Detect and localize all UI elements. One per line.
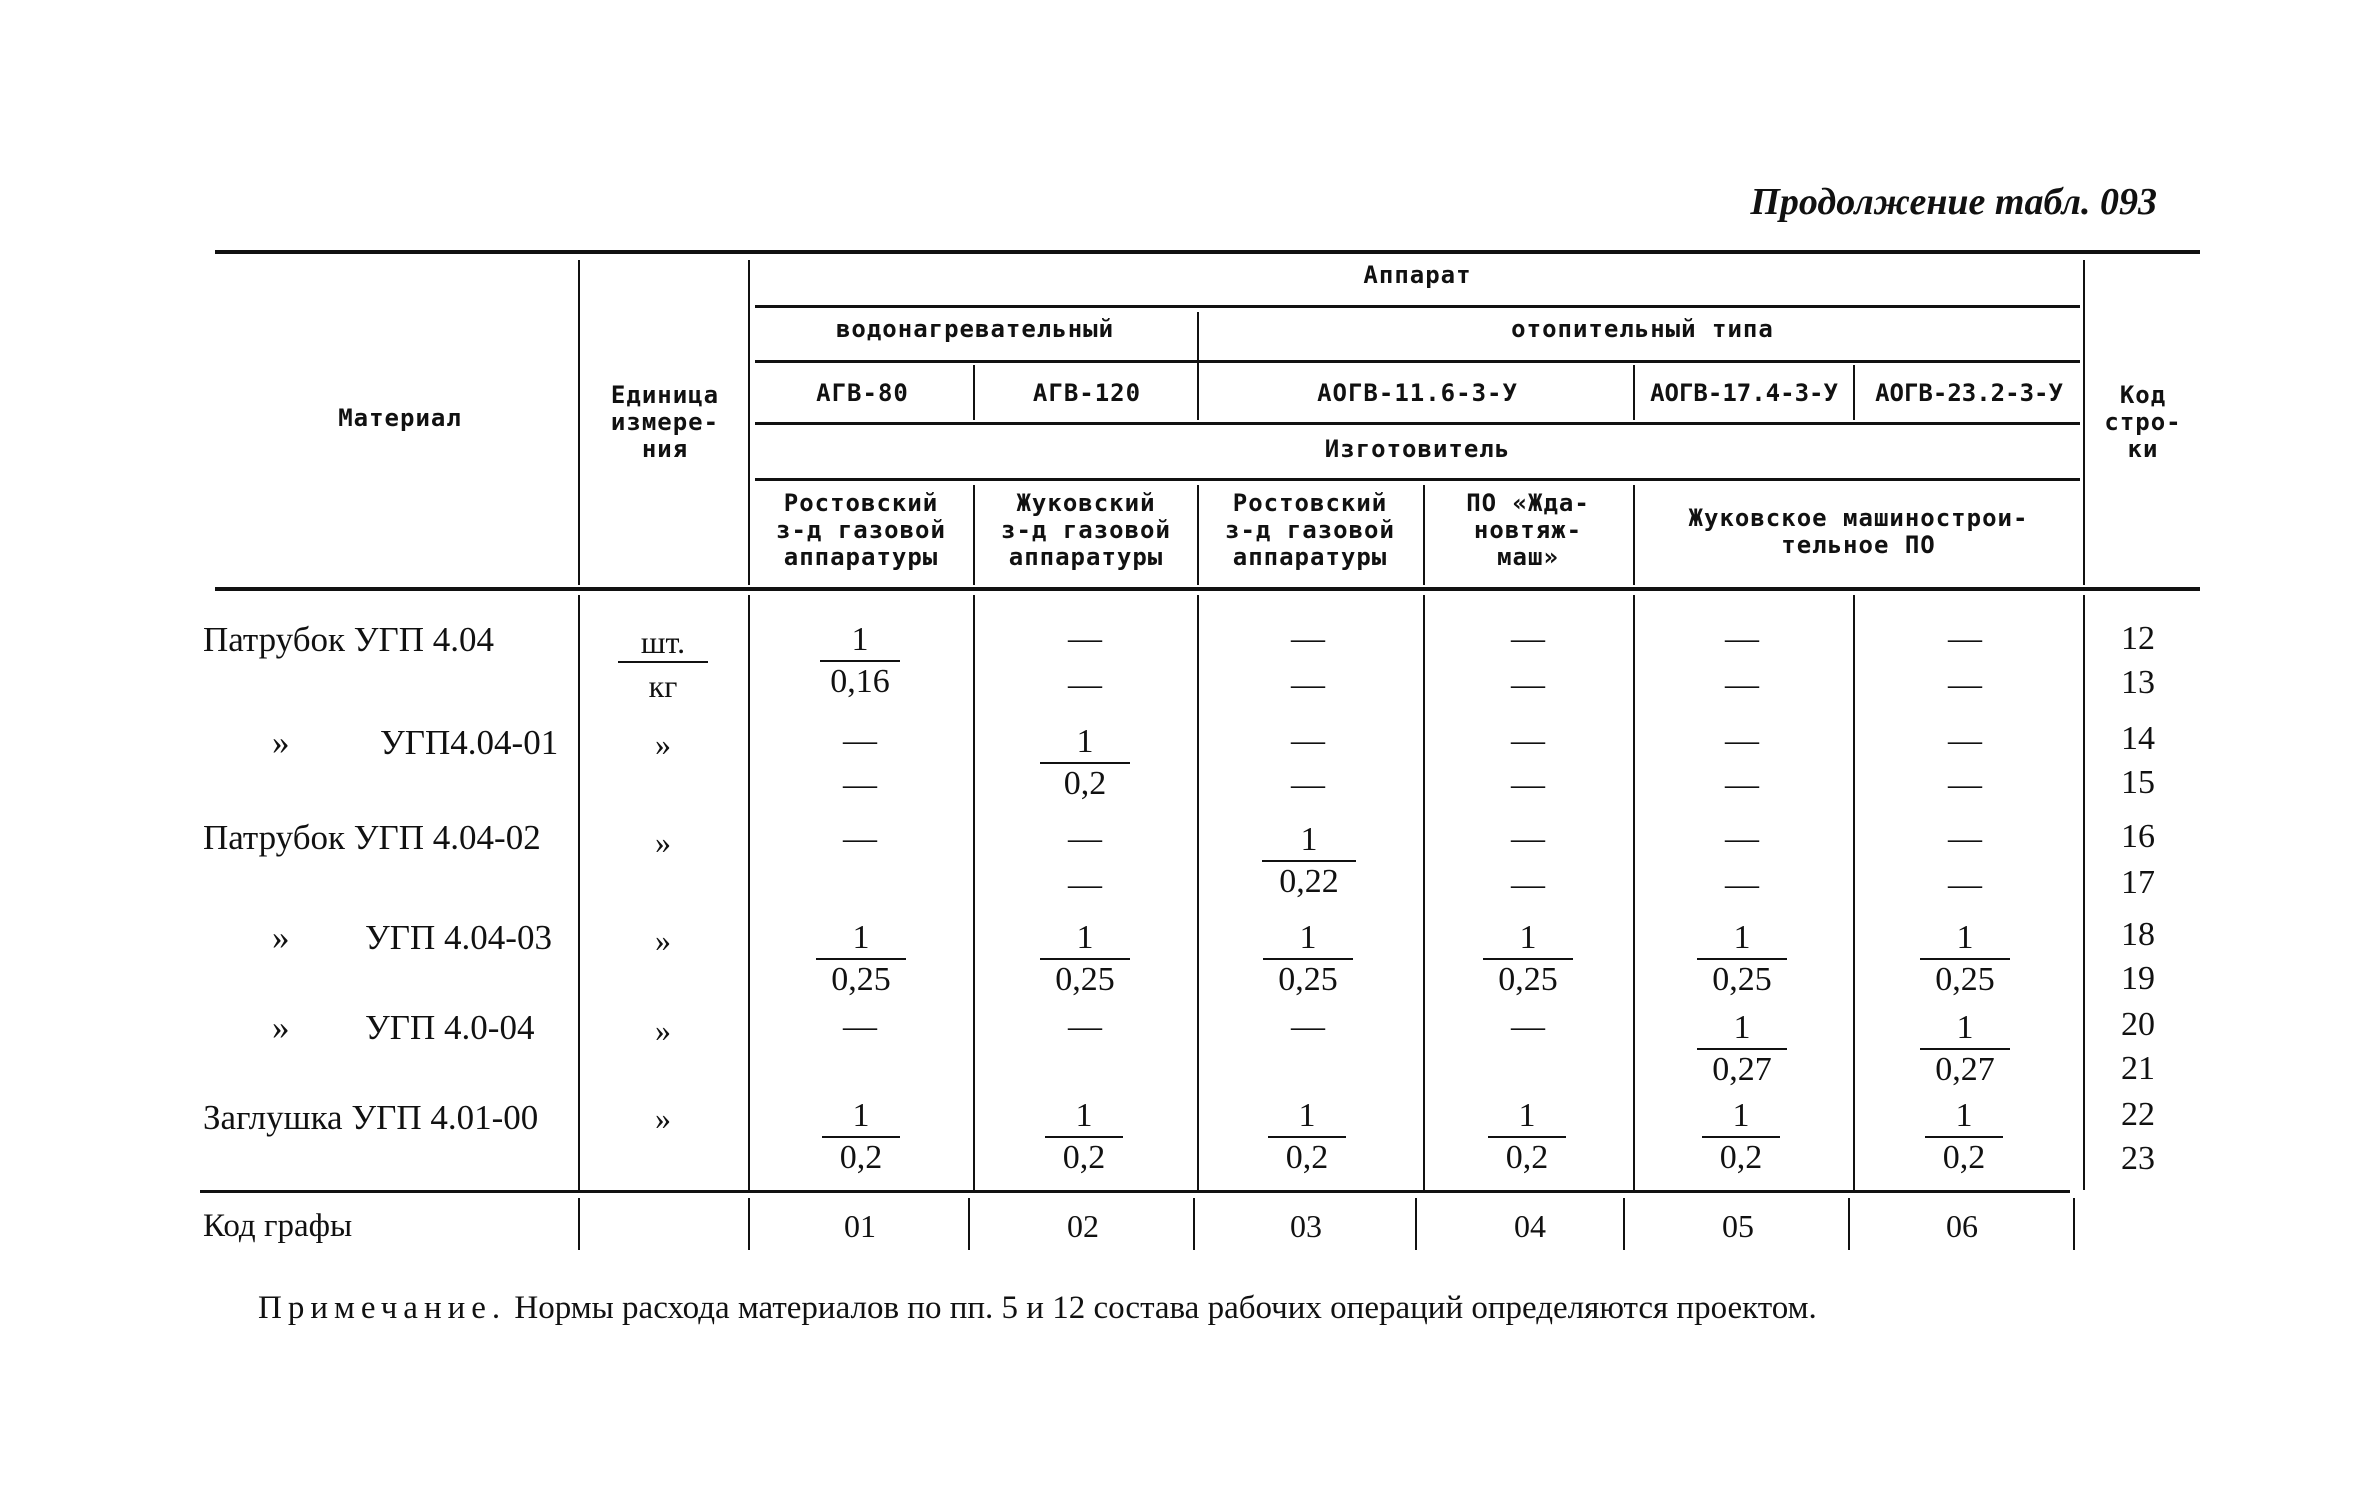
col-divider-1: [578, 260, 580, 585]
footer-mark-7: [1848, 1198, 1850, 1250]
header-mfr-zhukov-po: Жуковское машинострои- тельное ПО: [1688, 504, 2029, 559]
fraction-denominator: 0,25: [1040, 958, 1130, 1000]
fraction-numerator: 1: [1733, 1009, 1751, 1046]
dash-r2-c1-bot: —: [843, 766, 877, 803]
fraction-row-4-col-1: [816, 918, 906, 1000]
fraction-denominator: 0,16: [820, 660, 900, 702]
dash-r1-c3-bot: —: [1291, 666, 1325, 703]
table-top-rule: [215, 250, 2200, 254]
dash-r5-c4: —: [1511, 1008, 1545, 1045]
fraction-row-3-col-3: [1262, 820, 1356, 902]
fraction-denominator: 0,27: [1920, 1048, 2010, 1090]
col-divider-5b: [1423, 595, 1425, 1190]
header-water-heater: водонагревательный: [835, 315, 1115, 343]
dash-r2-c3-top: —: [1291, 722, 1325, 759]
footer-label: Код графы: [203, 1208, 353, 1244]
fraction-row-5-col-6: [1920, 1008, 2010, 1090]
dash-r3-c4-top: —: [1511, 820, 1545, 857]
fraction-denominator: 0,25: [1263, 958, 1353, 1000]
header-mfr-rostov-2: Ростовский з-д газовой аппаратуры: [1225, 489, 1395, 571]
fraction-denominator: 0,25: [816, 958, 906, 1000]
col-divider-2b: [748, 595, 750, 1190]
footer-mark-1: [578, 1198, 580, 1250]
fraction-row-6-col-5: [1702, 1096, 1780, 1178]
manufacturer-rule: [755, 478, 2080, 481]
note: [258, 1290, 1817, 1327]
body-bottom-rule: [200, 1190, 2070, 1193]
fraction-row-1-col-1: [820, 620, 900, 702]
dash-r2-c5-top: —: [1725, 722, 1759, 759]
fraction-numerator: 1: [1732, 1097, 1750, 1134]
unit-top-row-1: шт.: [618, 624, 708, 663]
header-unit: Единица измере- ния: [610, 381, 720, 463]
footer-mark-4: [1193, 1198, 1195, 1250]
fraction-numerator: 1: [1956, 1009, 1974, 1046]
dash-r2-c1-top: —: [843, 722, 877, 759]
material-row-3: Патрубок УГП 4.04-02: [203, 818, 541, 857]
dash-r3-c4-bot: —: [1511, 866, 1545, 903]
unit-bottom-row-1: кг: [648, 668, 678, 704]
apparatus-rule: [755, 305, 2080, 308]
dash-r3-c6-bot: —: [1948, 866, 1982, 903]
fraction-denominator: 0,25: [1920, 958, 2010, 1000]
dash-r3-c6-top: —: [1948, 820, 1982, 857]
col-divider-3h: [973, 485, 975, 585]
fraction-row-6-col-1: [822, 1096, 900, 1178]
row-code-14: 14: [2121, 720, 2155, 757]
dash-r2-c6-bot: —: [1948, 766, 1982, 803]
col-divider-7: [1853, 365, 1855, 420]
row-code-18: 18: [2121, 916, 2155, 953]
row-code-22: 22: [2121, 1096, 2155, 1133]
footer-mark-3: [968, 1198, 970, 1250]
fraction-numerator: 1: [852, 919, 870, 956]
model-rule: [755, 422, 2080, 425]
fraction-denominator: 0,27: [1697, 1048, 1787, 1090]
fraction-row-2-col-2: [1040, 722, 1130, 804]
header-model-aogv116: АОГВ-11.6-3-У: [1317, 379, 1518, 407]
fraction-denominator: 0,2: [1702, 1136, 1780, 1178]
dash-r1-c5-bot: —: [1725, 666, 1759, 703]
footer-mark-6: [1623, 1198, 1625, 1250]
fraction-row-6-col-2: [1045, 1096, 1123, 1178]
dash-r5-c2: —: [1068, 1008, 1102, 1045]
fraction-denominator: 0,2: [1268, 1136, 1346, 1178]
column-code-02: 02: [1067, 1208, 1099, 1244]
fraction-numerator: 1: [1076, 723, 1094, 760]
row-code-12: 12: [2121, 620, 2155, 657]
fraction-row-6-col-4: [1488, 1096, 1566, 1178]
unit-row-3: »: [655, 824, 671, 860]
dash-r1-c4-top: —: [1511, 620, 1545, 657]
header-mfr-zhukov: Жуковский з-д газовой аппаратуры: [1001, 489, 1171, 571]
header-model-agv80: АГВ-80: [816, 379, 909, 407]
row-code-15: 15: [2121, 764, 2155, 801]
fraction-row-6-col-3: [1268, 1096, 1346, 1178]
fraction-denominator: 0,2: [1040, 762, 1130, 804]
fraction-denominator: 0,2: [1925, 1136, 2003, 1178]
fraction-numerator: 1: [851, 621, 869, 658]
footer-mark-2: [748, 1198, 750, 1250]
dash-r1-c6-top: —: [1948, 620, 1982, 657]
row-code-19: 19: [2121, 960, 2155, 997]
dash-r3-c1-top: —: [843, 820, 877, 857]
note-text: Нормы расхода материалов по пп. 5 и 12 состава рабочих операций определяются проектом.: [514, 1290, 1817, 1326]
material-row-2: УГП4.04-01: [380, 723, 559, 762]
col-divider-4: [1197, 312, 1199, 420]
column-code-06: 06: [1946, 1208, 1978, 1244]
row-code-21: 21: [2121, 1050, 2155, 1087]
material-row-1: Патрубок УГП 4.04: [203, 620, 495, 659]
dash-r1-c3-top: —: [1291, 620, 1325, 657]
col-divider-7b: [1853, 595, 1855, 1190]
fraction-numerator: 1: [1733, 919, 1751, 956]
col-divider-8b: [2083, 595, 2085, 1190]
dash-r5-c1: —: [843, 1008, 877, 1045]
fraction-denominator: 0,22: [1262, 860, 1356, 902]
fraction-row-6-col-6: [1925, 1096, 2003, 1178]
dash-r2-c3-bot: —: [1291, 766, 1325, 803]
unit-row-6: »: [655, 1100, 671, 1136]
header-manufacturer: Изготовитель: [1324, 435, 1511, 463]
fraction-numerator: 1: [1956, 919, 1974, 956]
header-heating-type: отопительный типа: [1511, 315, 1774, 343]
fraction-denominator: 0,25: [1483, 958, 1573, 1000]
col-divider-3: [973, 365, 975, 420]
fraction-numerator: 1: [1519, 919, 1537, 956]
header-model-aogv232: АОГВ-23.2-3-У: [1875, 379, 2063, 407]
fraction-numerator: 1: [1076, 919, 1094, 956]
fraction-denominator: 0,2: [1488, 1136, 1566, 1178]
fraction-denominator: 0,25: [1697, 958, 1787, 1000]
col-divider-6h: [1633, 485, 1635, 585]
fraction-denominator: 0,2: [1045, 1136, 1123, 1178]
ditto-row-2: »: [272, 723, 290, 762]
header-apparatus: Аппарат: [1363, 261, 1472, 289]
fraction-numerator: 1: [852, 1097, 870, 1134]
col-divider-1b: [578, 595, 580, 1190]
row-code-16: 16: [2121, 818, 2155, 855]
fraction-row-4-col-5: [1697, 918, 1787, 1000]
header-model-aogv174: АОГВ-17.4-3-У: [1650, 379, 1838, 407]
column-code-03: 03: [1290, 1208, 1322, 1244]
dash-r3-c5-bot: —: [1725, 866, 1759, 903]
dash-r3-c2-top: —: [1068, 820, 1102, 857]
header-bottom-rule: [215, 587, 2200, 591]
fraction-row-4-col-6: [1920, 918, 2010, 1000]
col-divider-4b: [1197, 595, 1199, 1190]
header-mfr-zhdanov: ПО «Жда- новтяж- маш»: [1466, 489, 1590, 571]
column-code-01: 01: [844, 1208, 876, 1244]
fraction-row-5-col-5: [1697, 1008, 1787, 1090]
fraction-numerator: 1: [1299, 919, 1317, 956]
note-label: Примечание.: [258, 1290, 507, 1326]
material-row-6: Заглушка УГП 4.01-00: [203, 1098, 539, 1137]
row-code-23: 23: [2121, 1140, 2155, 1177]
dash-r1-c6-bot: —: [1948, 666, 1982, 703]
footer-mark-5: [1415, 1198, 1417, 1250]
dash-r1-c2-top: —: [1068, 620, 1102, 657]
dash-r1-c4-bot: —: [1511, 666, 1545, 703]
material-row-5: УГП 4.0-04: [365, 1008, 535, 1047]
dash-r5-c3: —: [1291, 1008, 1325, 1045]
fraction-numerator: 1: [1075, 1097, 1093, 1134]
dash-r2-c5-bot: —: [1725, 766, 1759, 803]
row-code-13: 13: [2121, 664, 2155, 701]
dash-r2-c4-bot: —: [1511, 766, 1545, 803]
fraction-row-4-col-2: [1040, 918, 1130, 1000]
header-mfr-rostov-1: Ростовский з-д газовой аппаратуры: [776, 489, 946, 571]
ditto-row-5: »: [272, 1008, 290, 1047]
fraction-row-4-col-4: [1483, 918, 1573, 1000]
unit-row-2: »: [655, 726, 671, 762]
continuation-title: Продолжение табл. 093: [1750, 181, 2157, 223]
col-divider-8: [2083, 260, 2085, 585]
fraction-numerator: 1: [1298, 1097, 1316, 1134]
column-code-05: 05: [1722, 1208, 1754, 1244]
unit-row-4: »: [655, 922, 671, 958]
footer-mark-8: [2073, 1198, 2075, 1250]
header-material: Материал: [338, 404, 462, 432]
fraction-numerator: 1: [1955, 1097, 1973, 1134]
dash-r2-c6-top: —: [1948, 722, 1982, 759]
type-rule: [755, 360, 2080, 363]
fraction-denominator: 0,2: [822, 1136, 900, 1178]
dash-r3-c5-top: —: [1725, 820, 1759, 857]
col-divider-6b: [1633, 595, 1635, 1190]
dash-r3-c2-bot: —: [1068, 866, 1102, 903]
fraction-row-4-col-3: [1263, 918, 1353, 1000]
dash-r2-c4-top: —: [1511, 722, 1545, 759]
header-model-agv120: АГВ-120: [1032, 379, 1142, 407]
dash-r1-c5-top: —: [1725, 620, 1759, 657]
row-code-20: 20: [2121, 1006, 2155, 1043]
fraction-numerator: 1: [1518, 1097, 1536, 1134]
fraction-numerator: 1: [1300, 821, 1318, 858]
material-row-4: УГП 4.04-03: [365, 918, 552, 957]
ditto-row-4: »: [272, 918, 290, 957]
row-code-17: 17: [2121, 864, 2155, 901]
col-divider-3b: [973, 595, 975, 1190]
dash-r1-c2-bot: —: [1068, 666, 1102, 703]
unit-row-5: »: [655, 1012, 671, 1048]
header-row-code: Код стро- ки: [2104, 381, 2182, 463]
column-code-04: 04: [1514, 1208, 1546, 1244]
